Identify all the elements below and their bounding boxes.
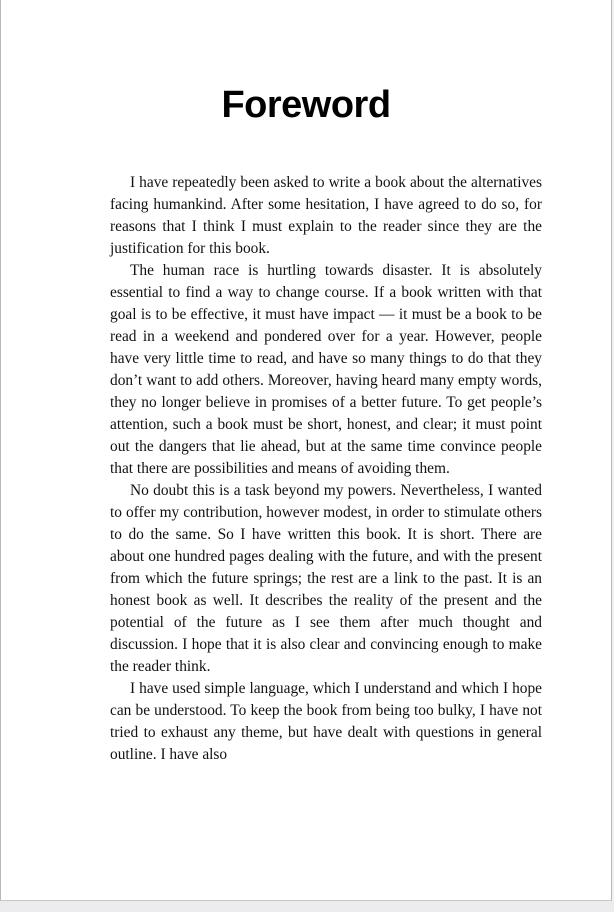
foreword-body: [110, 172, 542, 766]
page-title: Foreword: [221, 84, 391, 126]
paragraph-1: I have repeatedly been asked to write a book about the alternatives facing humankind. After some hesitation, I have agreed to do so, for reasons that I think I must explain to the reader since they are the justification for this book.: [110, 174, 542, 257]
paragraph-4: I have used simple language, which I understand and which I hope can be understood. To keep the book from being too bulky, I have not tried to exhaust any theme, but have dealt with questions in general outline. I have also: [110, 680, 542, 763]
paragraph-2: The human race is hurtling towards disaster. It is absolutely essential to find a way to change course. If a book written with that goal is to be effective, it must have impact — it must be a book to be read in a weekend and pondered over for a year. However, people have very little time to read, and have so many things to do that they don’t want to add others. Moreover, having heard many empty words, they no longer believe in promises of a better future. To get people’s attention, such a book must be short, honest, and clear; it must point out the dangers that lie ahead, but at the same time convince people that there are possibilities and means of avoiding them.: [110, 262, 542, 477]
paragraph-3: No doubt this is a task beyond my powers. Nevertheless, I wanted to offer my contribution, however modest, in order to stimulate others to do the same. So I have written this book. It is short. There are about one hundred pages dealing with the future, and with the present from which the future springs; the rest are a link to the past. It is an honest book as well. It describes the reality of the present and the potential of the future as I see them after much thought and discussion. I hope that it is also clear and convincing enough to make the reader think.: [110, 482, 542, 675]
viewer-bottom-strip: [0, 901, 614, 912]
